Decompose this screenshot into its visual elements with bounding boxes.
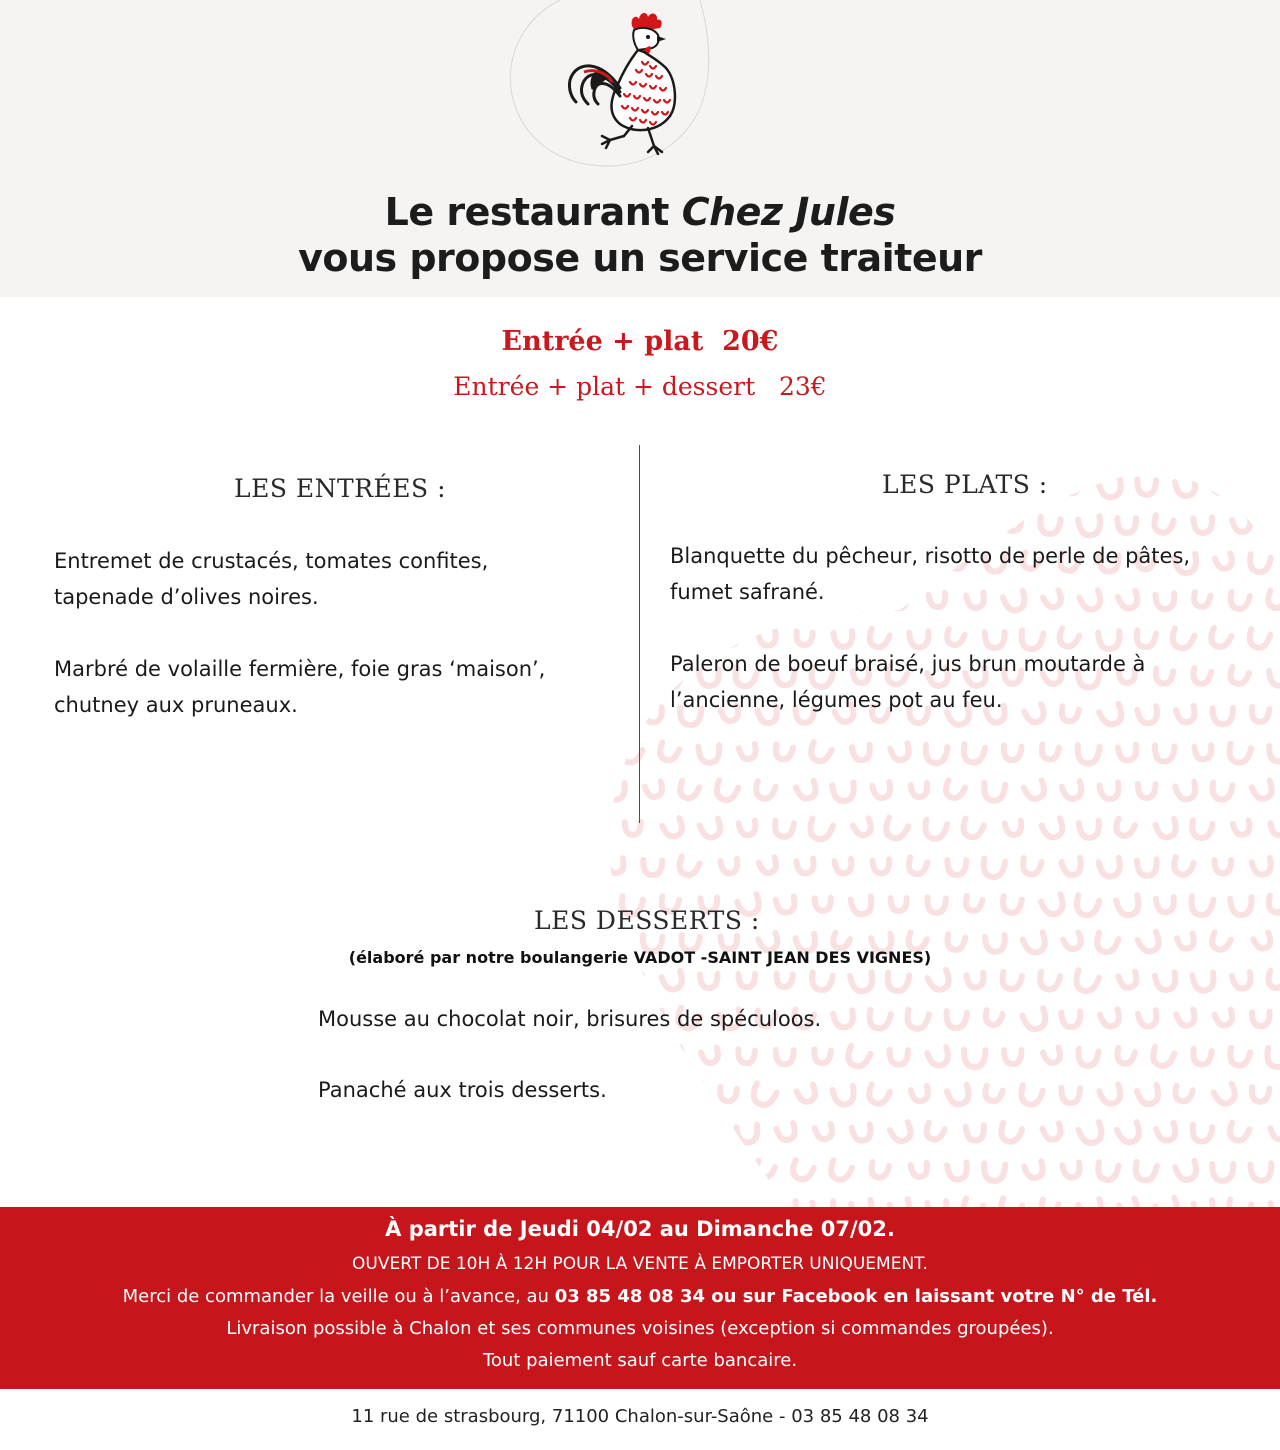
plat-item-2-line1: Paleron de boeuf braisé, jus brun moutarde à xyxy=(670,652,1146,676)
info-order-text: Merci de commander la veille ou à l’avance, au xyxy=(122,1286,555,1307)
entree-item-1 xyxy=(54,543,488,615)
rooster-logo-icon xyxy=(562,8,692,156)
column-divider xyxy=(639,445,640,823)
info-order xyxy=(0,1286,1280,1307)
dessert-item-2: Panaché aux trois desserts. xyxy=(318,1078,607,1102)
restaurant-address: 11 rue de strasbourg, 71100 Chalon-sur-Saône - 03 85 48 08 34 xyxy=(351,1406,929,1427)
price-formula-2: Entrée + plat + dessert 23€ xyxy=(453,372,827,401)
header-banner xyxy=(0,0,1280,297)
entree-item-1-line1: Entremet de crustacés, tomates confites, xyxy=(54,549,489,573)
info-delivery: Livraison possible à Chalon et ses communes voisines (exception si commandes groupées). xyxy=(226,1318,1054,1339)
entrees-title: LES ENTRÉES : xyxy=(234,474,447,503)
plat-item-1-line1: Blanquette du pêcheur, risotto de perle de pâtes, xyxy=(670,544,1191,568)
entree-item-2 xyxy=(54,651,545,723)
info-banner xyxy=(0,1207,1280,1389)
plat-item-2 xyxy=(670,646,1145,718)
page-title-line2: vous propose un service traiteur xyxy=(298,236,982,280)
desserts-bakery-note: (élaboré par notre boulangerie VADOT -SAINT JEAN DES VIGNES) xyxy=(348,948,932,967)
page-title-line1 xyxy=(0,190,1280,234)
title-prefix: Le restaurant xyxy=(384,190,682,234)
plat-item-2-line2: l’ancienne, légumes pot au feu. xyxy=(670,688,1003,712)
entree-item-1-line2: tapenade d’olives noires. xyxy=(54,585,319,609)
info-order-phone: 03 85 48 08 34 ou sur Facebook en laissant votre N° de Tél. xyxy=(554,1286,1158,1307)
entree-item-2-line1: Marbré de volaille fermière, foie gras ‘maison’, xyxy=(54,657,546,681)
restaurant-name: Chez Jules xyxy=(681,190,896,234)
price-formula-1: Entrée + plat 20€ xyxy=(501,326,779,357)
plats-title: LES PLATS : xyxy=(882,470,1048,499)
desserts-title: LES DESSERTS : xyxy=(534,906,760,935)
entree-item-2-line2: chutney aux pruneaux. xyxy=(54,693,298,717)
dessert-item-1: Mousse au chocolat noir, brisures de spéculoos. xyxy=(318,1007,822,1031)
info-hours: OUVERT DE 10H À 12H POUR LA VENTE À EMPORTER UNIQUEMENT. xyxy=(352,1254,928,1274)
plat-item-1-line2: fumet safrané. xyxy=(670,580,825,604)
plat-item-1 xyxy=(670,538,1190,610)
info-dates: À partir de Jeudi 04/02 au Dimanche 07/02. xyxy=(385,1217,895,1241)
info-payment: Tout paiement sauf carte bancaire. xyxy=(482,1350,798,1371)
